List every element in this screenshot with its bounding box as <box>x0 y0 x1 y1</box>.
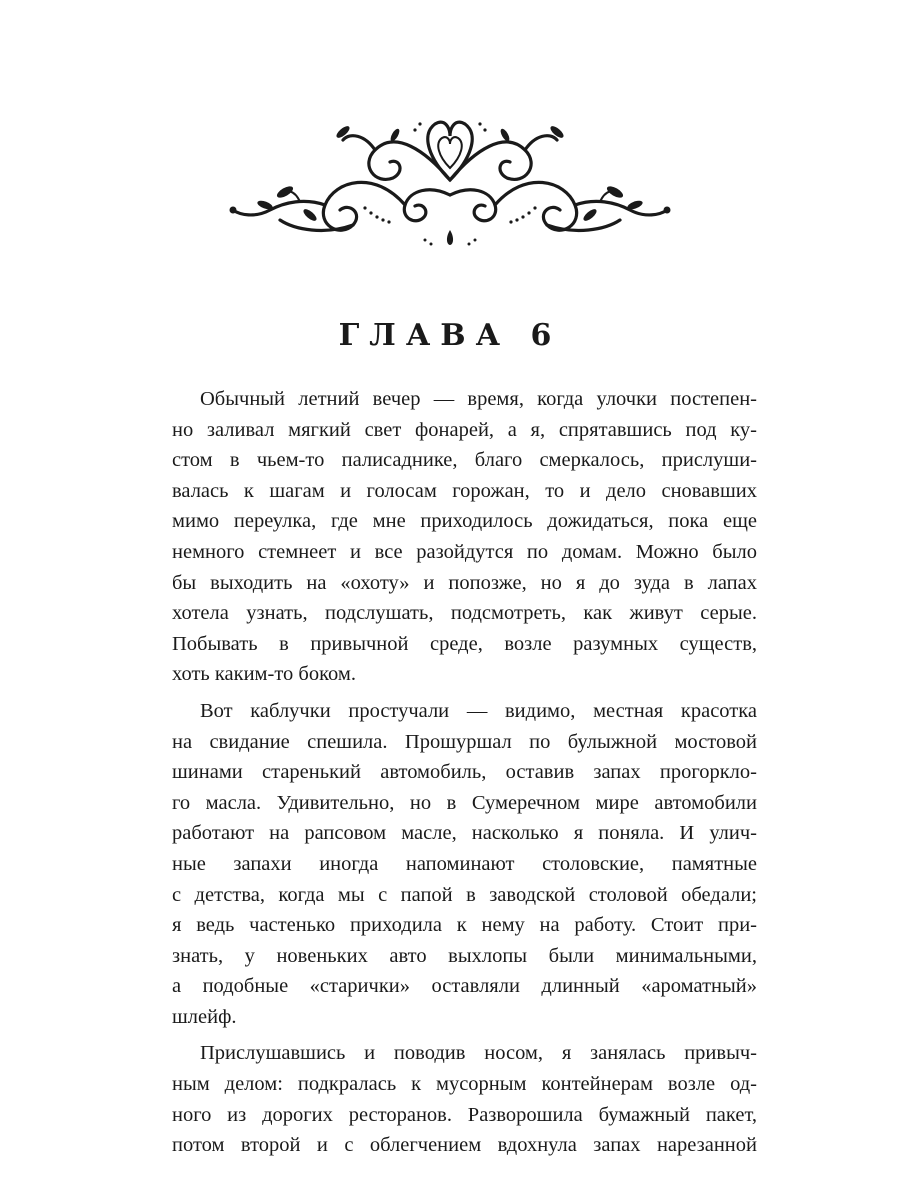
paragraph <box>172 1038 757 1160</box>
text-line: с детства, когда мы с папой в заводской столовой обедали; <box>172 883 757 906</box>
text-line: Вот каблучки простучали — видимо, местная красотка <box>200 699 757 722</box>
chapter-title: ГЛАВА 6 <box>338 318 562 353</box>
paragraph <box>172 696 757 1033</box>
text-line: но заливал мягкий свет фонарей, а я, спрятавшись под ку- <box>172 418 757 441</box>
text-line: хотела узнать, подслушать, подсмотреть, как живут серые. <box>172 602 757 625</box>
text-line: Побывать в привычной среде, возле разумных существ, <box>172 632 757 655</box>
text-line: ным делом: подкралась к мусорным контейнерам возле од- <box>172 1073 757 1096</box>
text-line: а подобные «старички» оставляли длинный «ароматный» <box>172 975 757 998</box>
text-line: ного из дорогих ресторанов. Разворошила бумажный пакет, <box>172 1103 757 1126</box>
decorative-ornament <box>225 110 675 255</box>
text-line: знать, у новеньких авто выхлопы были минимальными, <box>172 944 757 967</box>
text-line: стом в чьем-то палисаднике, благо смеркалось, прислуши- <box>172 449 757 472</box>
text-line: хоть каким-то боком. <box>172 663 356 686</box>
text-line: шлейф. <box>172 1005 237 1028</box>
paragraph <box>172 384 757 690</box>
text-line: Обычный летний вечер — время, когда улочки постепен- <box>200 388 757 410</box>
text-line: немного стемнеет и все разойдутся по домам. Можно было <box>172 540 757 563</box>
text-line: потом второй и с облегчением вдохнула запах нарезанной <box>172 1134 757 1157</box>
chapter-body <box>172 384 757 1161</box>
text-line: го масла. Удивительно, но в Сумеречном мире автомобили <box>172 791 757 814</box>
text-line: валась к шагам и голосам горожан, то и дело сновавших <box>172 479 757 502</box>
text-line: Прислушавшись и поводив носом, я занялась привыч- <box>200 1042 757 1065</box>
text-line: на свидание спешила. Прошуршал по булыжной мостовой <box>172 730 757 753</box>
text-line: работают на рапсовом масле, насколько я поняла. И улич- <box>172 822 757 845</box>
text-line: шинами старенький автомобиль, оставив запах прогоркло- <box>172 761 757 784</box>
text-line: ные запахи иногда напоминают столовские, памятные <box>172 852 757 875</box>
text-line: мимо переулка, где мне приходилось дожидаться, пока еще <box>172 510 757 533</box>
text-line: бы выходить на «охоту» и попозже, но я до зуда в лапах <box>172 571 757 594</box>
text-line: я ведь частенько приходила к нему на работу. Стоит при- <box>172 914 757 937</box>
